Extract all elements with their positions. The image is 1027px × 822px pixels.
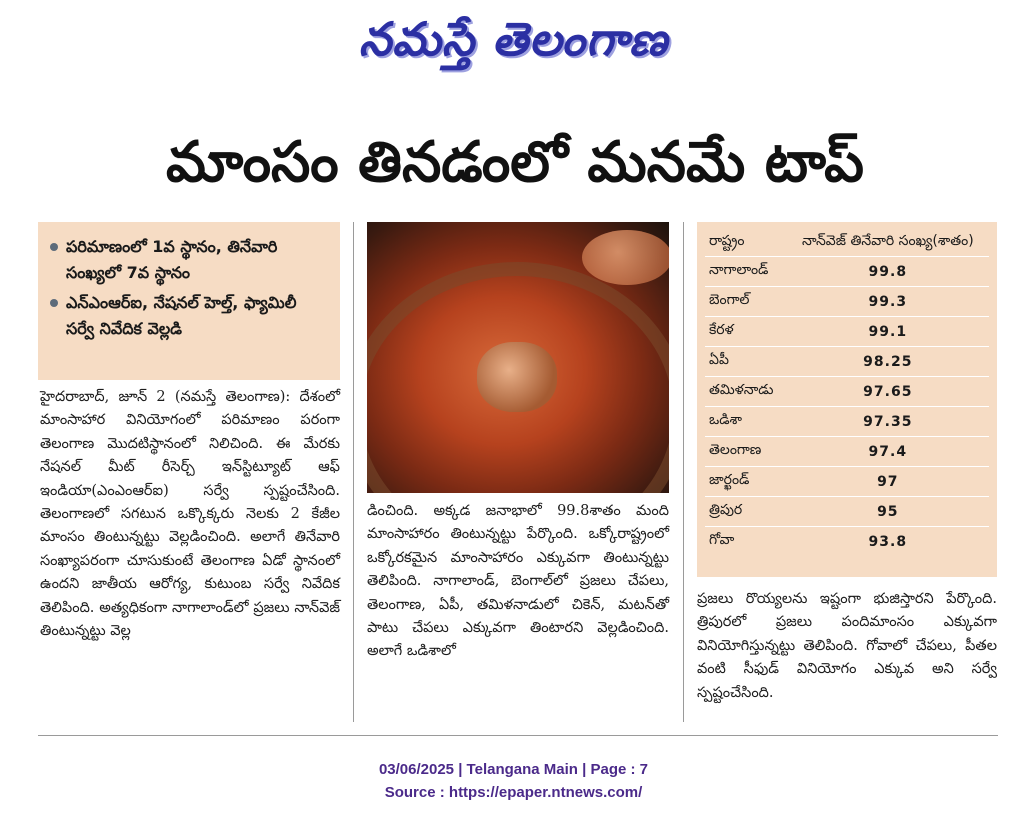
table-row xyxy=(705,347,989,377)
footer-source-link[interactable]: Source : https://epaper.ntnews.com/ xyxy=(384,784,643,801)
table-row xyxy=(705,287,989,317)
article-column-1: హైదరాబాద్, జూన్ 2 (నమస్తే తెలంగాణ): దేశంలో మాంసాహార వినియోగంలో పరిమాణం పరంగా తెలంగాణ మొదటిస్థానంలో నిలిచింది. ఈ మేరకు నేషనల్ మీట్ రీసెర్చ్ ఇన్‌స్టిట్యూట్ ఆఫ్ ఇండియా(ఎంఎంఆర్‌ఐ) సర్వే స్పష్టంచేసింది. తెలంగాణలో సగటున ఒక్కొక్కరు నెలకు 2 కేజీల మాంసం తింటున్నట్టు వెల్లడించింది. అలాగే తినేవారి సంఖ్యాపరంగా చూసుకుంటే తెలంగాణ ఏడో స్థానంలో ఉందని జాతీయ ఆరోగ్య, కుటుంబ సర్వే నివేదిక తెలిపింది. అత్యధికంగా నాగాలాండ్‌లో ప్రజలు నాన్‌వెజ్ తింటున్నట్టు వెల్ల xyxy=(40,389,340,640)
value-cell: 95 xyxy=(787,497,989,527)
table-row xyxy=(705,497,989,527)
photo-meat-piece xyxy=(477,342,557,412)
table-row xyxy=(705,467,989,497)
value-cell: 93.8 xyxy=(787,527,989,557)
value-cell: 97 xyxy=(787,467,989,497)
value-cell: 99.8 xyxy=(787,257,989,287)
footer-edition-info: 03/06/2025 | Telangana Main | Page : 7 xyxy=(378,761,649,778)
value-cell: 97.35 xyxy=(787,407,989,437)
article-column-2: డించింది. అక్కడ జనాభాలో 99.8శాతం మంది మాంసాహారం తింటున్నట్టు పేర్కొంది. ఒక్కోరాష్ట్రంలో ఒక్కోరకమైన మాంసాహారం ఎక్కువగా తింటున్నట్టు తెలిపింది. నాగాలాండ్, బెంగాల్‌లో ప్రజలు చేపలు, తెలంగాణ, ఏపీ, తమిళనాడులో చికెన్, మటన్‌తో పాటు చేపలు ఎక్కువగా తింటారని వెల్లడించింది. అలాగే ఒడిశాలో xyxy=(367,503,669,660)
value-cell: 98.25 xyxy=(787,347,989,377)
value-cell: 97.4 xyxy=(787,437,989,467)
masthead-logo xyxy=(0,6,1027,72)
table-row xyxy=(705,317,989,347)
statistics-table-box xyxy=(697,222,997,577)
table-row xyxy=(705,257,989,287)
table-header-row xyxy=(705,226,989,257)
photo-onion xyxy=(582,230,669,285)
state-cell: బెంగాల్ xyxy=(705,287,787,317)
header-state: రాష్ట్రం xyxy=(709,233,745,249)
table-row xyxy=(705,377,989,407)
header-value: నాన్‌వెజ్ తినేవారి సంఖ్య(శాతం) xyxy=(801,233,974,249)
table-row xyxy=(705,437,989,467)
column-divider xyxy=(353,222,354,722)
table-row xyxy=(705,407,989,437)
highlight-box xyxy=(38,222,340,380)
state-cell: తమిళనాడు xyxy=(705,377,787,407)
highlight-item: ఎన్‌ఎంఆర్‌ఐ, నేషనల్ హెల్త్, ఫ్యామిలీ సర్వే నివేదిక వెల్లడి xyxy=(48,290,330,342)
column-divider xyxy=(683,222,684,722)
statistics-table xyxy=(705,226,989,556)
headline: మాంసం తినడంలో మనమే టాప్ xyxy=(165,130,864,195)
state-cell: కేరళ xyxy=(705,317,787,347)
value-cell: 97.65 xyxy=(787,377,989,407)
highlight-item: పరిమాణంలో 1వ స్థానం, తినేవారి సంఖ్యలో 7వ స్థానం xyxy=(48,234,330,286)
state-cell: గోవా xyxy=(705,527,787,557)
footer-divider xyxy=(38,735,998,736)
state-cell: నాగాలాండ్ xyxy=(705,257,787,287)
state-cell: ఒడిశా xyxy=(705,407,787,437)
masthead-title: నమస్తే తెలంగాణ xyxy=(358,12,669,66)
state-cell: తెలంగాణ xyxy=(705,437,787,467)
article-column-3: ప్రజలు రొయ్యలను ఇష్టంగా భుజిస్తారని పేర్కొంది. త్రిపురలో ప్రజలు పందిమాంసం ఎక్కువగా వినియోగిస్తున్నట్టు తెలిపింది. గోవాలో చేపలు, పీతల వంటి సీఫుడ్ వినియోగం ఎక్కువ అని సర్వే స్పష్టంచేసింది. xyxy=(697,591,997,701)
mutton-curry-photo xyxy=(367,222,669,493)
table-row xyxy=(705,527,989,557)
value-cell: 99.3 xyxy=(787,287,989,317)
state-cell: త్రిపుర xyxy=(705,497,787,527)
state-cell: జార్ఖండ్ xyxy=(705,467,787,497)
value-cell: 99.1 xyxy=(787,317,989,347)
state-cell: ఏపీ xyxy=(705,347,787,377)
